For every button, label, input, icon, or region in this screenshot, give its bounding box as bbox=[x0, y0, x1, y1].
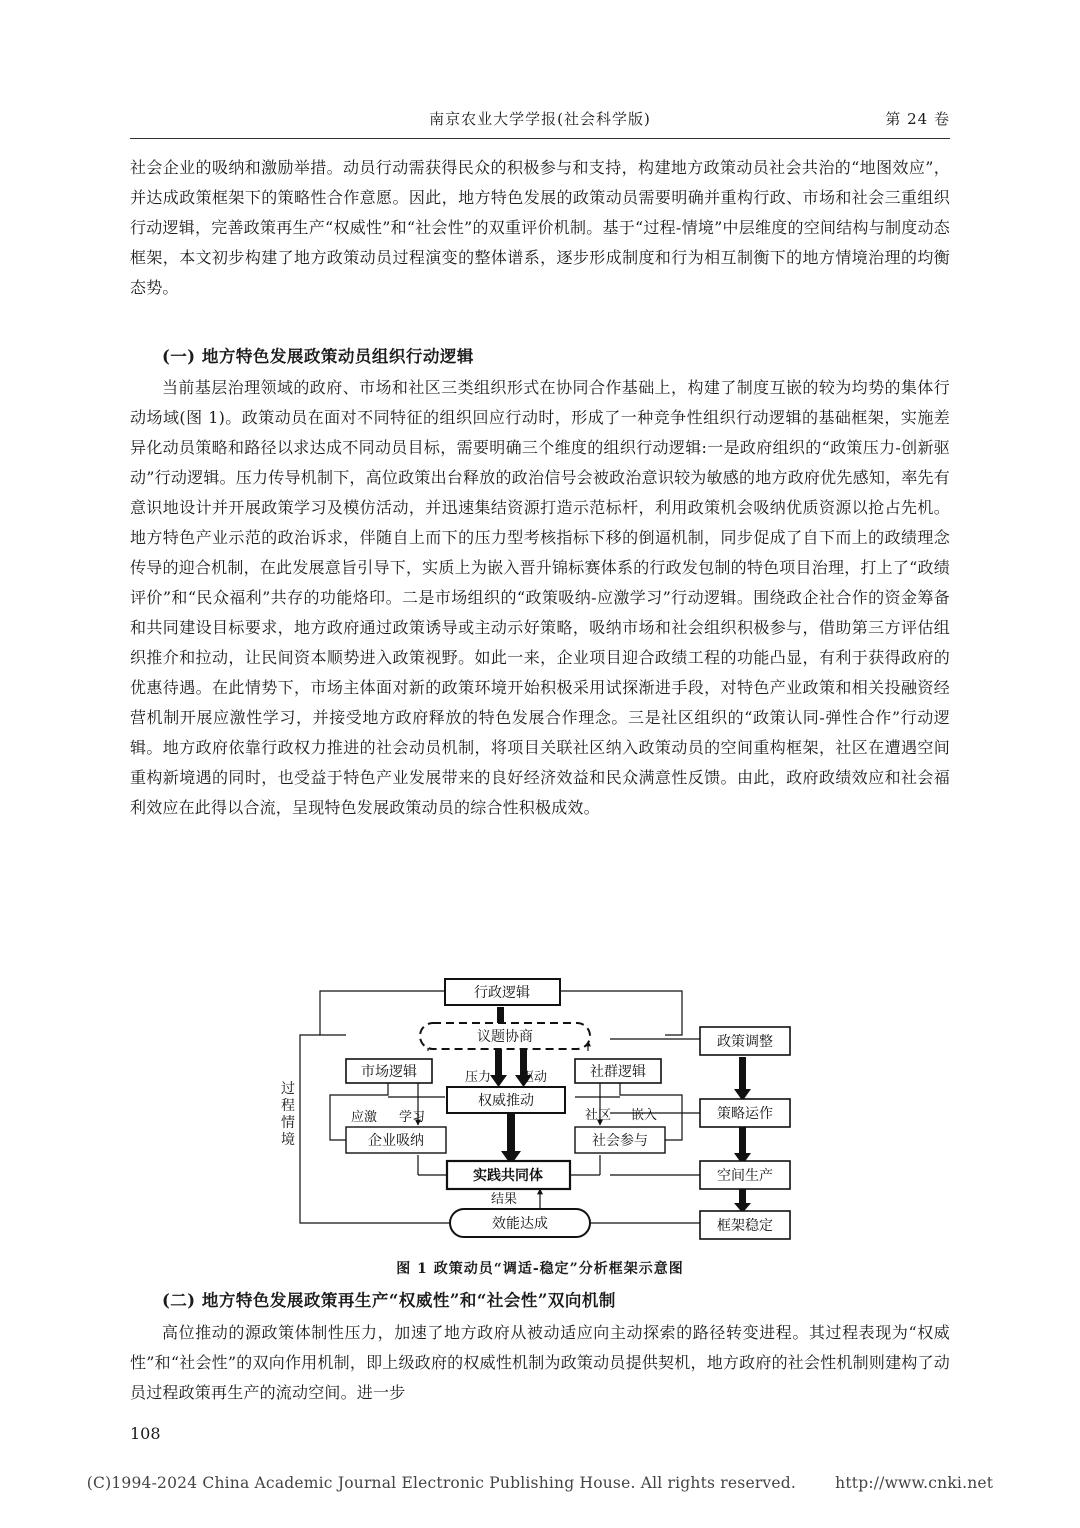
footer-copyright: (C)1994-2024 China Academic Journal Electronic Publishing House. All rights reserved. bbox=[86, 1474, 797, 1492]
footer-url: http://www.cnki.net bbox=[835, 1474, 994, 1492]
box-practice-community: 实践共同体 bbox=[473, 1168, 543, 1184]
box-policy-adjust: 政策调整 bbox=[717, 1034, 773, 1050]
page-number: 108 bbox=[130, 1424, 161, 1443]
running-header bbox=[130, 104, 950, 134]
box-admin-logic: 行政逻辑 bbox=[474, 985, 530, 1001]
label-pressure: 压力 bbox=[464, 1070, 492, 1085]
body-paragraph-3: 高位推动的源政策体制性压力，加速了地方政府从被动适应向主动探索的路径转变进程。其过程表现为“权威性”和“社会性”的双向作用机制，即上级政府的权威性机制为政策动员提供契机，地方政府的社会性机制则建构了动员过程政策再生产的流动空间。进一步 bbox=[130, 1323, 950, 1402]
box-effectiveness: 效能达成 bbox=[492, 1216, 548, 1232]
journal-title: 南京农业大学学报(社会科学版) bbox=[429, 110, 651, 128]
box-community-logic: 社群逻辑 bbox=[590, 1064, 646, 1080]
box-market-logic: 市场逻辑 bbox=[361, 1064, 417, 1080]
box-space-prod: 空间生产 bbox=[717, 1168, 773, 1184]
box-strategy-op: 策略运作 bbox=[717, 1106, 773, 1122]
header-rule bbox=[130, 138, 950, 139]
body-paragraph-1: 社会企业的吸纳和激励举措。动员行动需获得民众的积极参与和支持，构建地方政策动员社会共治的“地图效应”，并达成政策框架下的策略性合作意愿。因此，地方特色发展的政策动员需要明确并重构行政、市场和社会三重组织行动逻辑，完善政策再生产“权威性”和“社会性”的双重评价机制。基于“过程-情境”中层维度的空间结构与制度动态框架，本文初步构建了地方政策动员过程演变的整体谱系，逐步形成制度和行为相互制衡下的地方情境治理的均衡态势。 bbox=[130, 158, 950, 297]
label-drive: 驱动 bbox=[520, 1070, 548, 1085]
figure-caption: 图 1 政策动员“调适-稳定”分析框架示意图 bbox=[396, 1261, 684, 1277]
box-agenda: 议题协商 bbox=[477, 1029, 533, 1045]
box-social-participation: 社会参与 bbox=[592, 1133, 648, 1149]
section-heading-1: (一) 地方特色发展政策动员组织行动逻辑 bbox=[162, 347, 474, 366]
label-community: 社区 bbox=[584, 1108, 612, 1123]
label-learn: 学习 bbox=[398, 1110, 426, 1125]
label-embed: 嵌入 bbox=[630, 1108, 658, 1123]
label-stress: 应激 bbox=[350, 1110, 378, 1125]
volume-number: 第 24 卷 bbox=[885, 110, 950, 128]
body-paragraph-2: 当前基层治理领域的政府、市场和社区三类组织形式在协同合作基础上，构建了制度互嵌的较为均势的集体行动场域(图 1)。政策动员在面对不同特征的组织回应行动时，形成了一种竞争性组织行动逻辑的基础框架，实施差异化动员策略和路径以求达成不同动员目标，需要明确三个维度的组织行动逻辑:一是政府组织的“政策压力-创新驱动”行动逻辑。压力传导机制下，高位政策出台释放的政治信号会被政治意识较为敏感的地方政府优先感知，率先有意识地设计并开展政策学习及模仿活动，并迅速集结资源打造示范标杆，利用政策机会吸纳优质资源以抢占先机。地方特色产业示范的政治诉求，伴随自上而下的压力型考核指标下移的倒逼机制，同步促成了自下而上的政绩理念传导的迎合机制，在此发展意旨引导下，实质上为嵌入晋升锦标赛体系的行政发包制的特色项目治理，打上了“政绩评价”和“民众福利”共存的功能烙印。二是市场组织的“政策吸纳-应激学习”行动逻辑。围绕政企社合作的资金筹备和共同建设目标要求，地方政府通过政策诱导或主动示好策略，吸纳市场和社会组织积极参与，借助第三方评估组织推介和拉动，让民间资本顺势进入政策视野。如此一来，企业项目迎合政绩工程的功能凸显，有利于获得政府的优惠待遇。在此情势下，市场主体面对新的政策环境开始积极采用试探渐进手段，对特色产业政策和相关投融资经营机制开展应激性学习，并接受地方政府释放的特色发展合作理念。三是社区组织的“政策认同-弹性合作”行动逻辑。地方政府依靠行政权力推进的社会动员机制，将项目关联社区纳入政策动员的空间重构框架，社区在遭遇空间重构新境遇的同时，也受益于特色产业发展带来的良好经济效益和民众满意性反馈。由此，政府政绩效应和社会福利效应在此得以合流，呈现特色发展政策动员的综合性积极成效。 bbox=[130, 378, 950, 817]
box-authority: 权威推动 bbox=[478, 1093, 534, 1109]
side-label-process-context: 过程情境 bbox=[281, 1081, 295, 1148]
box-enterprise: 企业吸纳 bbox=[368, 1133, 424, 1149]
framework-diagram bbox=[270, 975, 810, 1243]
section-heading-2: (二) 地方特色发展政策再生产“权威性”和“社会性”双向机制 bbox=[162, 1291, 616, 1310]
footer bbox=[0, 1474, 1080, 1492]
label-result: 结果 bbox=[490, 1192, 518, 1207]
box-framework-stable: 框架稳定 bbox=[717, 1218, 773, 1234]
